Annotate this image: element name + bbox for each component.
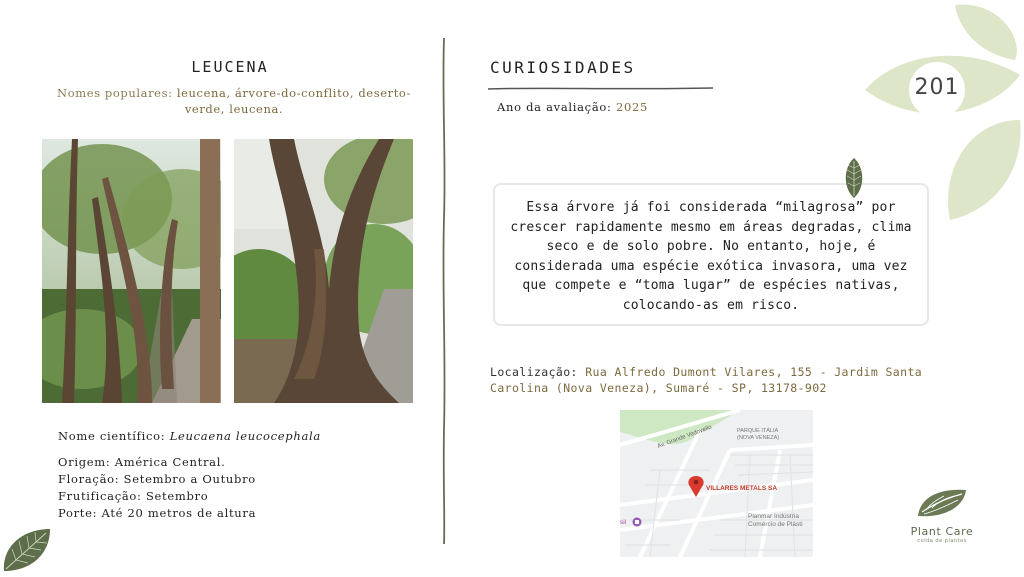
brand-logo bbox=[905, 486, 979, 544]
location-map[interactable] bbox=[620, 410, 813, 557]
scientific-name-label: Nome científico: bbox=[58, 429, 166, 443]
plant-title: LEUCENA bbox=[191, 58, 269, 76]
map-street-label: Av. Grande Vedovello bbox=[656, 424, 713, 450]
location bbox=[490, 365, 970, 396]
scientific-name bbox=[58, 429, 321, 443]
size-text: Porte: Até 20 metros de altura bbox=[58, 506, 257, 520]
brand-name: Plant Care bbox=[910, 525, 974, 538]
origin-text: Origem: América Central. bbox=[58, 455, 226, 469]
tree-photo-2 bbox=[234, 139, 413, 403]
plant-details bbox=[58, 454, 256, 522]
flowering-text: Floração: Setembro a Outubro bbox=[58, 472, 256, 486]
decorative-leaves bbox=[860, 0, 1024, 234]
fruiting-text: Frutificação: Setembro bbox=[58, 489, 209, 503]
popular-names-label: Nomes populares: bbox=[57, 86, 173, 100]
scientific-name-value: Leucaena leucocephala bbox=[169, 429, 321, 443]
map-poi-line1: Planmar Indústria bbox=[748, 513, 799, 520]
tree-photo-1 bbox=[42, 139, 221, 403]
map-edge-label: sil bbox=[620, 519, 627, 526]
page-number: 201 bbox=[914, 75, 960, 100]
brand-leaf-icon bbox=[914, 486, 970, 520]
evaluation-year bbox=[497, 100, 648, 114]
brand-tagline: cuida de plantas bbox=[917, 538, 967, 544]
evaluation-year-label: Ano da avaliação: bbox=[497, 100, 612, 114]
shopping-bag-icon bbox=[633, 518, 642, 527]
popular-names-value: leucena, árvore-do-conflito, deserto-verde, leucena. bbox=[176, 86, 411, 116]
map-district-line2: (NOVA VENEZA) bbox=[737, 435, 780, 441]
corner-leaf-icon bbox=[2, 527, 52, 577]
map-poi-line2: Comércio de Plásti bbox=[748, 521, 803, 528]
map-pin-label: VILLARES METALS SA bbox=[706, 485, 778, 492]
evaluation-year-value: 2025 bbox=[615, 100, 649, 114]
location-address: Rua Alfredo Dumont Vilares, 155 - Jardim Santa Carolina (Nova Veneza), Sumaré - SP, 13178-902 bbox=[490, 365, 923, 395]
location-label: Localização: bbox=[490, 365, 578, 379]
curiosities-heading: CURIOSIDADES bbox=[490, 58, 636, 77]
heading-underline bbox=[488, 78, 713, 86]
curiosity-text: Essa árvore já foi considerada “milagrosa” por crescer rapidamente mesmo em áreas degradas, clima seco e de solo pobre. No entanto, hoje, é considerada uma espécie exótica invasora, uma vez que compete e “toma lugar” de espécies nativas, colocando-as em risco. bbox=[510, 200, 912, 313]
popular-names bbox=[38, 85, 430, 117]
column-divider bbox=[440, 38, 448, 544]
map-district-line1: PARQUE ITÁLIA bbox=[737, 428, 779, 434]
